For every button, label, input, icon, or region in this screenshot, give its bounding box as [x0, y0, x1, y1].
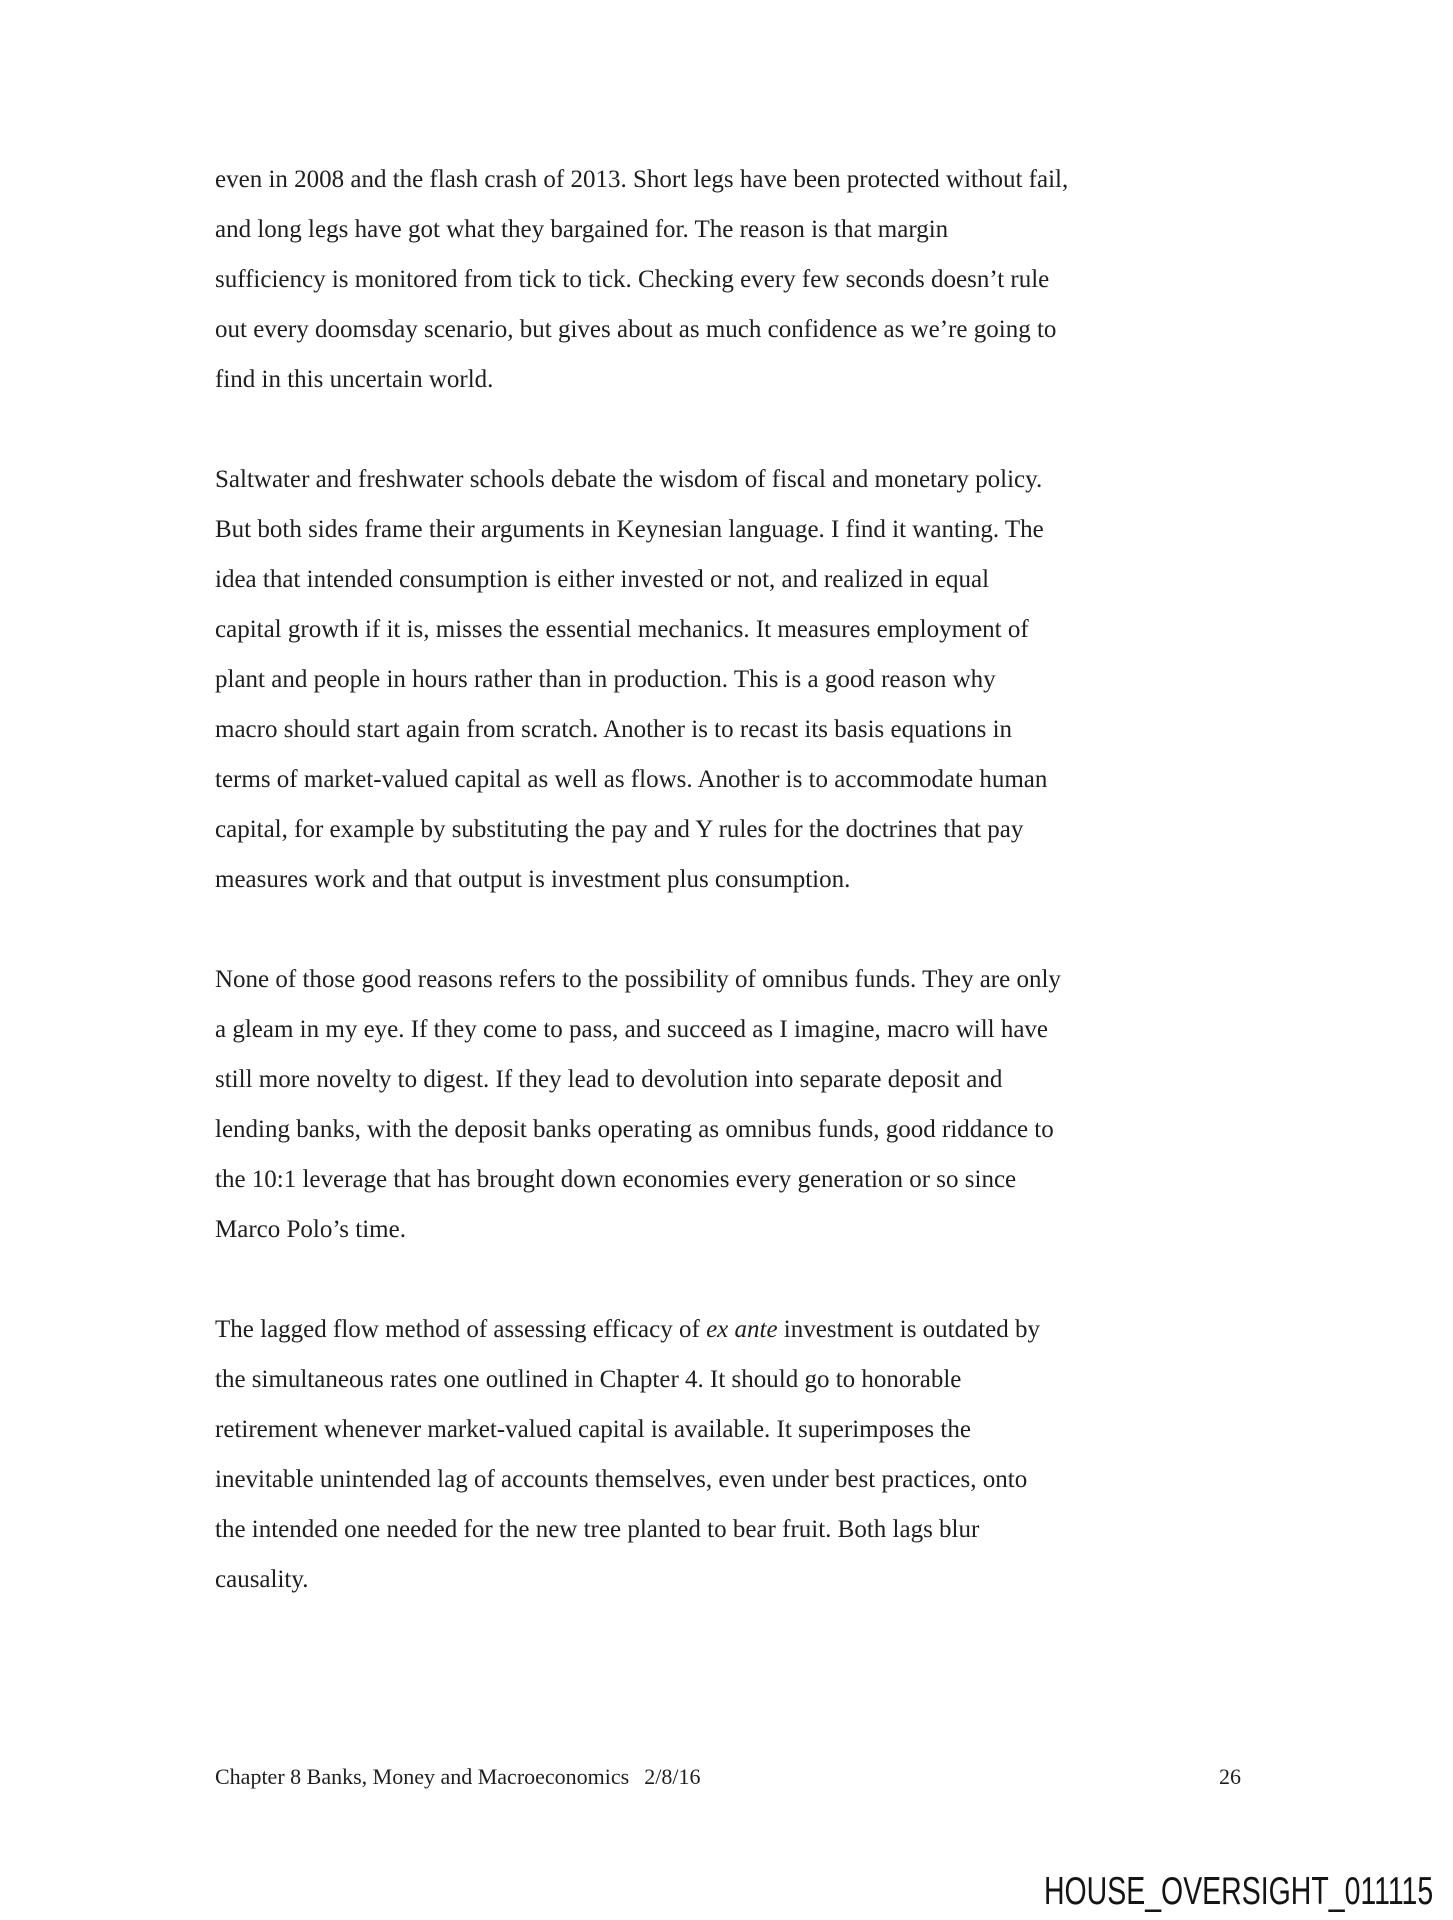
text-line	[215, 155, 1260, 205]
paragraph	[215, 1305, 1260, 1605]
text-line	[215, 1005, 1260, 1055]
text-segment: None of those good reasons refers to the possibility of omnibus funds. They are only	[215, 966, 1061, 993]
paragraph	[215, 455, 1260, 905]
page-footer	[215, 1763, 1241, 1791]
text-line	[215, 705, 1260, 755]
text-segment: the 10:1 leverage that has brought down economies every generation or so since	[215, 1166, 1017, 1193]
text-segment: terms of market-valued capital as well as flows. Another is to accommodate human	[215, 766, 1048, 793]
text-line	[215, 755, 1260, 805]
text-line	[215, 355, 1260, 405]
text-segment: idea that intended consumption is either invested or not, and realized in equal	[215, 566, 990, 593]
text-segment: measures work and that output is investment plus consumption.	[215, 866, 851, 893]
text-segment: lending banks, with the deposit banks operating as omnibus funds, good riddance to	[215, 1116, 1054, 1143]
text-line	[215, 305, 1260, 355]
text-segment: inevitable unintended lag of accounts themselves, even under best practices, onto	[215, 1466, 1028, 1493]
text-segment: sufficiency is monitored from tick to tick. Checking every few seconds doesn’t rule	[215, 266, 1050, 293]
text-line	[215, 1055, 1260, 1105]
text-line	[215, 1155, 1260, 1205]
text-segment: retirement whenever market-valued capital is available. It superimposes the	[215, 1416, 971, 1443]
text-line	[215, 1405, 1260, 1455]
text-segment: Marco Polo’s time.	[215, 1216, 406, 1243]
body-text	[215, 155, 1260, 1655]
text-line	[215, 1205, 1260, 1255]
footer-date: 2/8/16	[644, 1764, 701, 1789]
italic-text: ex ante	[706, 1316, 778, 1343]
text-line	[215, 855, 1260, 905]
text-segment: capital growth if it is, misses the essential mechanics. It measures employment of	[215, 616, 1029, 643]
text-line	[215, 505, 1260, 555]
text-segment: out every doomsday scenario, but gives about as much confidence as we’re going to	[215, 316, 1057, 343]
text-segment: and long legs have got what they bargained for. The reason is that margin	[215, 216, 949, 243]
text-segment: the simultaneous rates one outlined in Chapter 4. It should go to honorable	[215, 1366, 962, 1393]
text-line	[215, 455, 1260, 505]
text-segment: macro should start again from scratch. Another is to recast its basis equations in	[215, 716, 1013, 743]
text-line	[215, 605, 1260, 655]
text-line	[215, 205, 1260, 255]
oversight-watermark: HOUSE_OVERSIGHT_011115	[1043, 1870, 1433, 1913]
text-line	[215, 955, 1260, 1005]
text-segment: the intended one needed for the new tree planted to bear fruit. Both lags blur	[215, 1516, 980, 1543]
text-line	[215, 1105, 1260, 1155]
page-number: 26	[1219, 1764, 1241, 1789]
text-segment: capital, for example by substituting the pay and Y rules for the doctrines that pay	[215, 816, 1024, 843]
text-segment: still more novelty to digest. If they lead to devolution into separate deposit and	[215, 1066, 1003, 1093]
footer-chapter-line	[215, 1763, 700, 1791]
text-segment: But both sides frame their arguments in Keynesian language. I find it wanting. The	[215, 516, 1044, 543]
text-segment: a gleam in my eye. If they come to pass, and succeed as I imagine, macro will have	[215, 1016, 1049, 1043]
text-line	[215, 1455, 1260, 1505]
text-line	[215, 805, 1260, 855]
text-segment: The lagged flow method of assessing efficacy of	[215, 1316, 707, 1343]
text-segment: find in this uncertain world.	[215, 366, 494, 393]
text-line	[215, 1555, 1260, 1605]
text-segment: Saltwater and freshwater schools debate the wisdom of fiscal and monetary policy.	[215, 466, 1043, 493]
text-segment: causality.	[215, 1566, 309, 1593]
text-line	[215, 255, 1260, 305]
paragraph	[215, 955, 1260, 1255]
text-line	[215, 655, 1260, 705]
text-line	[215, 1355, 1260, 1405]
text-segment: investment is outdated by	[777, 1316, 1041, 1343]
text-line	[215, 1305, 1260, 1355]
footer-chapter-title: Chapter 8 Banks, Money and Macroeconomics	[215, 1764, 630, 1789]
text-line	[215, 1505, 1260, 1555]
paragraph	[215, 155, 1260, 405]
text-line	[215, 555, 1260, 605]
text-segment: plant and people in hours rather than in production. This is a good reason why	[215, 666, 996, 693]
text-segment: even in 2008 and the flash crash of 2013. Short legs have been protected without fail,	[215, 166, 1069, 193]
